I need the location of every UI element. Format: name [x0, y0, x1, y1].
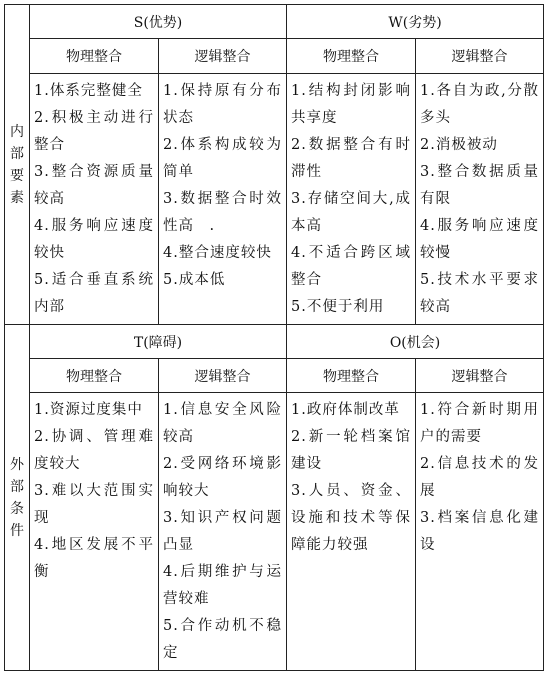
- external-label-char: 外: [10, 456, 24, 473]
- list-item: 4.服务响应速度较快: [34, 218, 154, 261]
- weaknesses-physical-subheader: 物理整合: [287, 39, 416, 74]
- list-item: 5.成本低: [163, 272, 226, 288]
- list-item: 3.难以大范围实现: [34, 483, 154, 526]
- weaknesses-logical-cell: [416, 74, 544, 325]
- opportunities-physical-cell: [287, 393, 416, 671]
- list-item: 3.数据整合时效性高 .: [163, 191, 283, 234]
- internal-label-char: 内: [10, 123, 24, 140]
- opportunities-logical-subheader: 逻辑整合: [416, 359, 544, 393]
- external-label-char: 部: [10, 478, 24, 495]
- weaknesses-physical-cell: [287, 74, 416, 325]
- threats-physical-cell: [30, 393, 159, 671]
- opportunities-logical-cell: [416, 393, 544, 671]
- strengths-header: S(优势): [30, 5, 287, 39]
- internal-label-char: 要: [10, 167, 24, 184]
- list-item: 2.信息技术的发展: [420, 456, 540, 499]
- threats-logical-cell: [159, 393, 287, 671]
- strengths-physical-cell: [30, 74, 159, 325]
- list-item: 3.存储空间大,成本高: [291, 191, 412, 234]
- threats-header: T(障碍): [30, 325, 287, 359]
- external-conditions-label: [5, 325, 30, 671]
- list-item: 2.消极被动: [420, 137, 498, 153]
- list-item: 4.服务响应速度较慢: [420, 218, 540, 261]
- list-item: 1.符合新时期用户的需要: [420, 402, 540, 445]
- list-item: 1.保持原有分布状态: [163, 83, 283, 126]
- opportunities-header: O(机会): [287, 325, 544, 359]
- weaknesses-logical-subheader: 逻辑整合: [416, 39, 544, 74]
- list-item: 4.后期维护与运营较难: [163, 564, 283, 607]
- list-item: 2.受网络环境影响较大: [163, 456, 283, 499]
- internal-factors-label: [5, 5, 30, 325]
- list-item: 5.技术水平要求较高: [420, 272, 540, 315]
- list-item: 5.合作动机不稳定: [163, 618, 283, 661]
- strengths-logical-subheader: 逻辑整合: [159, 39, 287, 74]
- list-item: 2.体系构成较为简单: [163, 137, 283, 180]
- list-item: 3.档案信息化建设: [420, 510, 540, 553]
- opportunities-physical-subheader: 物理整合: [287, 359, 416, 393]
- external-label-char: 条: [10, 500, 24, 517]
- threats-physical-subheader: 物理整合: [30, 359, 159, 393]
- list-item: 3.整合资源质量较高: [34, 164, 154, 207]
- list-item: 5.适合垂直系统内部: [34, 272, 154, 315]
- weaknesses-header: W(劣势): [287, 5, 544, 39]
- list-item: 4.不适合跨区域整合: [291, 245, 412, 288]
- list-item: 2.新一轮档案馆建设: [291, 429, 412, 472]
- threats-logical-subheader: 逻辑整合: [159, 359, 287, 393]
- list-item: 2.协调、管理难度较大: [34, 429, 154, 472]
- list-item: 3.整合数据质量有限: [420, 164, 540, 207]
- external-label-char: 件: [10, 522, 24, 539]
- list-item: 2.数据整合有时滞性: [291, 137, 412, 180]
- internal-label-char: 部: [10, 145, 24, 162]
- list-item: 1.信息安全风险较高: [163, 402, 283, 445]
- list-item: 2.积极主动进行整合: [34, 110, 154, 153]
- list-item: 1.各自为政,分散多头: [420, 83, 540, 126]
- list-item: 3.知识产权问题凸显: [163, 510, 283, 553]
- list-item: 1.体系完整健全: [34, 83, 143, 99]
- list-item: 4.地区发展不平衡: [34, 537, 154, 580]
- swot-table: [4, 4, 544, 671]
- list-item: 4.整合速度较快: [163, 245, 272, 261]
- internal-label-char: 素: [10, 189, 24, 206]
- list-item: 1.政府体制改革: [291, 402, 400, 418]
- list-item: 5.不便于利用: [291, 299, 385, 315]
- list-item: 1.结构封闭影响共享度: [291, 83, 412, 126]
- list-item: 3.人员、资金、设施和技术等保障能力较强: [291, 483, 412, 553]
- strengths-physical-subheader: 物理整合: [30, 39, 159, 74]
- list-item: 1.资源过度集中: [34, 402, 143, 418]
- strengths-logical-cell: [159, 74, 287, 325]
